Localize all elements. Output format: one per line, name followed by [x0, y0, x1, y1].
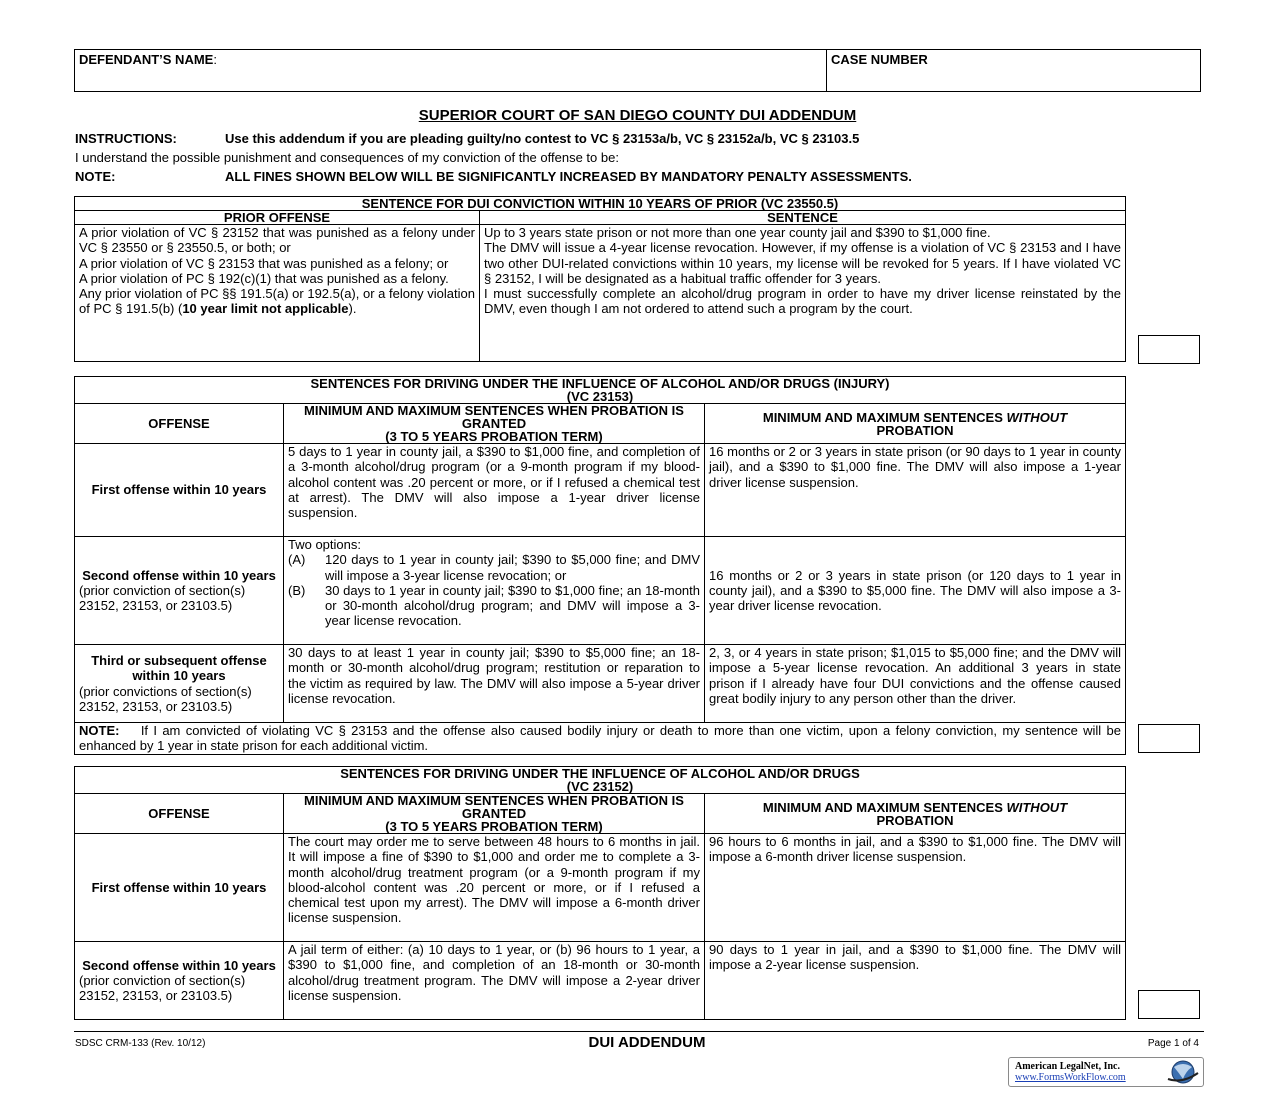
- initial-box-2[interactable]: [1138, 724, 1200, 753]
- logo-url[interactable]: www.FormsWorkFlow.com: [1015, 1072, 1126, 1083]
- table3-col-no-probation: MINIMUM AND MAXIMUM SENTENCES WITHOUT PROBATION: [705, 794, 1126, 834]
- table3-row1-probation: The court may order me to serve between 48 hours to 6 months in jail. It will impose a fine of $390 to $1,000 and order me to complete a 3-month alcohol/drug treatment program (or a 9-month program if my blood-alcohol content was .20 percent or more, or if I refused a chemical test upon my arrest). The DMV will impose a 6-month driver license suspension.: [284, 834, 705, 942]
- footer-title: DUI ADDENDUM: [588, 1034, 706, 1051]
- table2-col-probation: MINIMUM AND MAXIMUM SENTENCES WHEN PROBATION IS GRANTED (3 TO 5 YEARS PROBATION TERM): [284, 404, 705, 444]
- table2-col-offense: OFFENSE: [75, 404, 284, 444]
- form-id: SDSC CRM-133 (Rev. 10/12): [75, 1038, 206, 1049]
- table2-row2-no-probation: 16 months or 2 or 3 years in state prison (or 120 days to 1 year in county jail), and a $390 to $5,000 fine. The DMV will also impose a 3-year driver license revocation.: [705, 537, 1126, 645]
- legalnet-logo: [1008, 1057, 1204, 1087]
- dui-sentence-table: [74, 766, 1126, 1020]
- table2-note: NOTE: If I am convicted of violating VC § 23153 and the offense also caused bodily injury or death to more than one victim, upon a felony conviction, my sentence will be enhanced by 1 year in state prison for each additional victim.: [75, 723, 1126, 755]
- table3-row2-offense: Second offense within 10 years (prior conviction of section(s) 23152, 23153, or 23103.5): [75, 942, 284, 1020]
- table2-subtitle: (VC 23153): [566, 389, 634, 404]
- note-label: NOTE:: [75, 169, 116, 184]
- table1-col-sentence: SENTENCE: [480, 211, 1126, 225]
- table2-row1-probation: 5 days to 1 year in county jail, a $390 to $1,000 fine, and completion of a 3-month alcohol/drug program (or a 9-month program if my blood-alcohol content was .20 percent or more, or if I refused a chemical test at arrest). The DMV will also impose a 1-year driver license suspension.: [284, 444, 705, 537]
- prior-sentence-table: [74, 196, 1126, 362]
- note-text: ALL FINES SHOWN BELOW WILL BE SIGNIFICANTLY INCREASED BY MANDATORY PENALTY ASSESSMENTS.: [225, 169, 912, 184]
- understand-text: I understand the possible punishment and consequences of my conviction of the offense to be:: [75, 150, 619, 165]
- globe-icon: [1164, 1059, 1200, 1085]
- table2-row3-probation: 30 days to at least 1 year in county jail; $390 to $5,000 fine; an 18-month or 30-month alcohol/drug program; restitution or reparation to the victim as required by law. The DMV will also impose a 5-year driver license revocation.: [284, 645, 705, 723]
- case-number-field[interactable]: CASE NUMBER: [827, 50, 1201, 92]
- table1-title: SENTENCE FOR DUI CONVICTION WITHIN 10 YEARS OF PRIOR (VC 23550.5): [75, 197, 1126, 211]
- instructions-text: Use this addendum if you are pleading guilty/no contest to VC § 23153a/b, VC § 23152a/b, VC § 23103.5: [225, 131, 860, 146]
- table2-row1-offense: First offense within 10 years: [75, 444, 284, 537]
- table3-row2-probation: A jail term of either: (a) 10 days to 1 year, or (b) 96 hours to 1 year, a $390 to $1,000 fine, and completion of an 18-month or 30-month alcohol/drug treatment program. The DMV will impose a 2-year driver license suspension.: [284, 942, 705, 1020]
- table3-row2-no-probation: 90 days to 1 year in jail, and a $390 to $1,000 fine. The DMV will impose a 2-year license suspension.: [705, 942, 1126, 1020]
- table2-row3-offense: Third or subsequent offense within 10 years (prior convictions of section(s) 23152, 23153, or 23103.5): [75, 645, 284, 723]
- table2-row2-offense: Second offense within 10 years (prior conviction of section(s) 23152, 23153, or 23103.5): [75, 537, 284, 645]
- footer-rule: [74, 1031, 1204, 1032]
- header-box: [74, 49, 1201, 92]
- instructions-label: INSTRUCTIONS:: [75, 131, 177, 146]
- table3-title: SENTENCES FOR DRIVING UNDER THE INFLUENCE OF ALCOHOL AND/OR DRUGS: [340, 766, 860, 781]
- injury-sentence-table: [74, 376, 1126, 755]
- logo-name: American LegalNet, Inc.: [1015, 1061, 1120, 1072]
- table3-row1-no-probation: 96 hours to 6 months in jail, and a $390 to $1,000 fine. The DMV will impose a 6-month driver license suspension.: [705, 834, 1126, 942]
- page-number: Page 1 of 4: [1147, 1038, 1199, 1049]
- defendant-name-field[interactable]: DEFENDANT’S NAME:: [75, 50, 827, 92]
- sentence-cell: Up to 3 years state prison or not more than one year county jail and $390 to $1,000 fine. The DMV will issue a 4-year license revocation. However, if my offense is a violation of VC § 23153 and I have two other DUI-related convictions within 10 years, my license will be revoked for 5 years. If I have violated VC § 23152, I will be designated as a habitual traffic offender for 3 years. I must successfully complete an alcohol/drug program in order to have my driver license reinstated by the DMV, even though I am not ordered to attend such a program by the court.: [480, 225, 1126, 362]
- table2-row2-probation: Two options: (A) 120 days to 1 year in county jail; $390 to $5,000 fine; and DMV will impose a 3-year license revocation; or (B) 30 days to 1 year in county jail; $390 to $1,000 fine; an 18-month or 30-month alcohol/drug program; and DMV will impose a 3-year license revocation.: [284, 537, 705, 645]
- table2-title: SENTENCES FOR DRIVING UNDER THE INFLUENCE OF ALCOHOL AND/OR DRUGS (INJURY): [310, 376, 890, 391]
- table3-row1-offense: First offense within 10 years: [75, 834, 284, 942]
- table1-col-prior: PRIOR OFFENSE: [75, 211, 480, 225]
- initial-box-3[interactable]: [1138, 990, 1200, 1019]
- table3-col-probation: MINIMUM AND MAXIMUM SENTENCES WHEN PROBATION IS GRANTED (3 TO 5 YEARS PROBATION TERM): [284, 794, 705, 834]
- page-title: SUPERIOR COURT OF SAN DIEGO COUNTY DUI ADDENDUM: [418, 107, 857, 124]
- table3-col-offense: OFFENSE: [75, 794, 284, 834]
- prior-offense-cell: A prior violation of VC § 23152 that was punished as a felony under VC § 23550 or § 23550.5, or both; or A prior violation of VC § 23153 that was punished as a felony; or A prior violation of PC § 192(c)(1) that was punished as a felony. Any prior violation of PC §§ 191.5(a) or 192.5(a), or a felony violation of PC § 191.5(b) (10 year limit not applicable).: [75, 225, 480, 362]
- initial-box-1[interactable]: [1138, 335, 1200, 364]
- table2-row1-no-probation: 16 months or 2 or 3 years in state prison (or 90 days to 1 year in county jail), and a $390 to $1,000 fine. The DMV will also impose a 1-year driver license suspension.: [705, 444, 1126, 537]
- table2-row3-no-probation: 2, 3, or 4 years in state prison; $1,015 to $5,000 fine; and the DMV will impose a 5-year license revocation. An additional 3 years in state prison if I already have four DUI convictions and the offense caused great bodily injury to any person other than the driver.: [705, 645, 1126, 723]
- table2-col-no-probation: MINIMUM AND MAXIMUM SENTENCES WITHOUT PROBATION: [705, 404, 1126, 444]
- table3-subtitle: (VC 23152): [566, 779, 634, 794]
